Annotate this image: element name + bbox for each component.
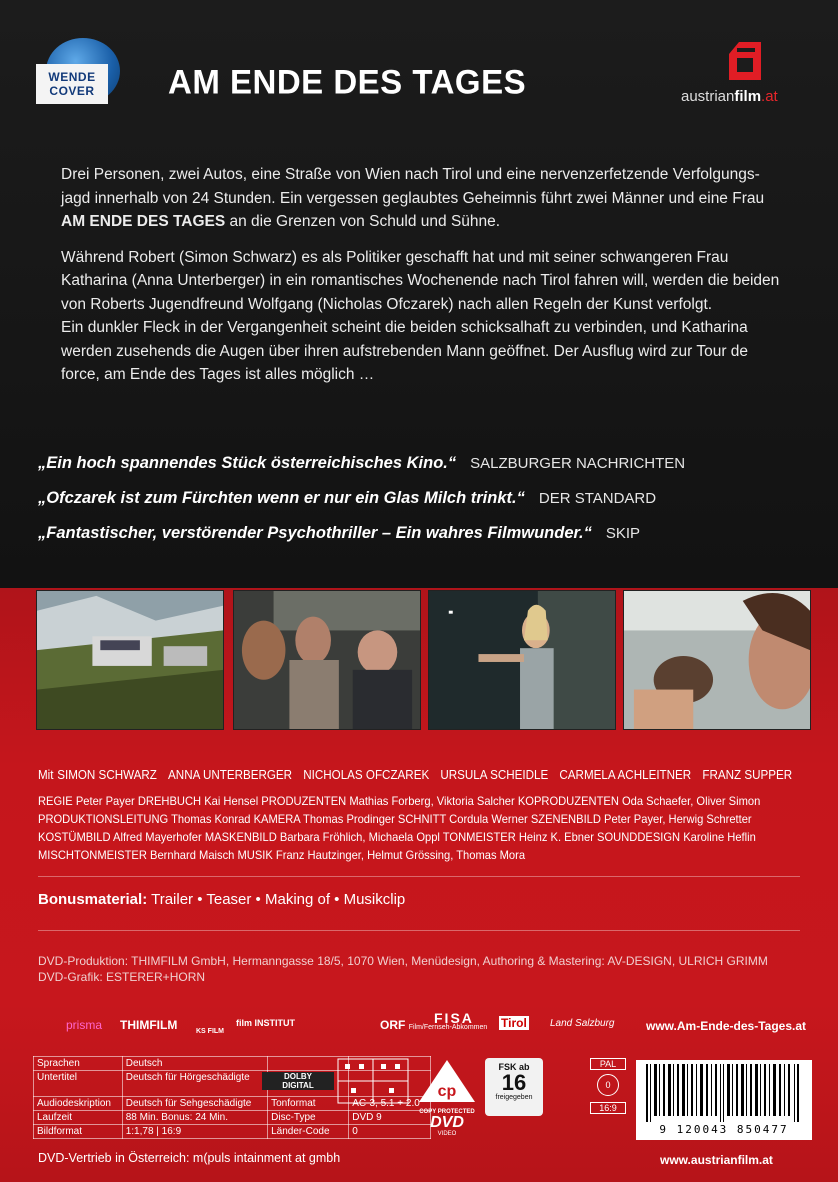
crew-line: REGIE Peter Payer DREHBUCH Kai Hensel PRODUZENTEN Mathias Forberg, Viktoria Salcher KOPRODUZENTEN Oda Schaefer, Oliver Simon <box>38 794 761 808</box>
copy-protected-logo: cp COPY PROTECTED DVD VIDEO <box>417 1058 477 1138</box>
barcode: 9 120043 850477 <box>636 1060 812 1140</box>
barcode-bars-icon <box>636 1064 812 1124</box>
cast-name: SIMON SCHWARZ <box>57 768 157 782</box>
fsk-rating-badge: FSK ab 16 freigegeben <box>485 1058 543 1116</box>
spec-row: Sprachen Deutsch <box>34 1057 431 1071</box>
crew-line: MISCHTONMEISTER Bernhard Maisch MUSIK Franz Hautzinger, Helmut Grössing, Thomas Mora <box>38 848 526 862</box>
synopsis-paragraph-3: Ein dunkler Fleck in der Vergangenheit scheint die beiden schicksalhaft zu verbinden, und Katharina werden zusehends die Augen über ihren aufstrebenden Mann geöffnet. Der Ausflug wird zur Tour de force, am Ende des Tages ist alles möglich … <box>61 319 749 383</box>
press-quotes <box>38 446 818 551</box>
still-woman-gun <box>428 590 616 730</box>
thimfilm-logo: THIMFILM <box>120 1018 178 1032</box>
spec-row: Untertitel Deutsch für Hörgeschädigte <box>34 1071 431 1097</box>
austrianfilm-logo <box>681 40 807 110</box>
wende-line1: WENDE <box>48 70 96 84</box>
divider <box>38 876 800 877</box>
tirol-logo: Tirol <box>501 1016 527 1030</box>
wende-cover-badge <box>36 38 120 108</box>
prisma-logo: prisma <box>66 1018 103 1032</box>
spec-row: Bildformat 1:1,78 | 16:9 Länder-Code 0 <box>34 1125 431 1139</box>
cast-name: URSULA SCHEIDLE <box>440 768 549 782</box>
production-info <box>38 953 818 985</box>
wende-cover-label <box>36 64 108 104</box>
synopsis-paragraph-1: Drei Personen, zwei Autos, eine Straße von Wien nach Tirol und eine nervenzerfetzende Verfolgungs-jagd innerhalb von 24 Stunden. Ein vergessen geglaubtes Geheimnis führt zwei Männer und eine Frau AM ENDE DES TAGES an die Grenzen von Schuld und Sühne. <box>61 166 765 230</box>
austrianfilm-mark-icon <box>725 40 765 82</box>
wende-line2: COVER <box>49 84 95 98</box>
press-quote: „Ein hoch spannendes Stück österreichisches Kino.“ SALZBURGER NACHRICHTEN <box>38 454 686 472</box>
svg-text:cp: cp <box>437 1083 457 1100</box>
cast-name: CARMELA ACHLEITNER <box>559 768 692 782</box>
austrianfilm-link[interactable]: www.austrianfilm.at <box>660 1153 773 1167</box>
crew-list <box>38 792 773 864</box>
ksfilm-logo: KS FILM <box>196 1028 224 1035</box>
region-globe-icon: 0 <box>597 1074 619 1096</box>
credits-block <box>38 766 793 864</box>
divider <box>38 930 800 931</box>
austrianfilm-wordmark: austrianfilm.at <box>681 88 778 105</box>
spec-row: Audiodeskription Deutsch für Sehgeschädigte Tonformat AC-3, 5.1 + 2.0 <box>34 1097 431 1111</box>
cast-name: FRANZ SUPPER <box>702 768 793 782</box>
salzburg-logo: Land Salzburg <box>550 1018 615 1029</box>
cast-name: NICHOLAS OFCZAREK <box>303 768 430 782</box>
spec-row: Laufzeit 88 Min. Bonus: 24 Min. Disc-Type DVD 9 <box>34 1111 431 1125</box>
pal-region-box: PAL 0 16:9 <box>590 1058 626 1138</box>
bonus-material: Bonusmaterial: Trailer • Teaser • Making of • Musikclip <box>38 891 406 908</box>
movie-title: AM ENDE DES TAGES <box>168 62 527 101</box>
still-car-interior <box>233 590 421 730</box>
synopsis <box>61 163 781 399</box>
press-quote: „Fantastischer, verstörender Psychothriller – Ein wahres Filmwunder.“ SKIP <box>38 524 641 542</box>
cp-triangle-icon <box>417 1058 477 1104</box>
press-quote: „Ofczarek ist zum Fürchten wenn er nur ein Glas Milch trinkt.“ DER STANDARD <box>38 489 657 507</box>
distribution-info: DVD-Vertrieb in Österreich: m(puls intainment at gmbh <box>38 1151 341 1165</box>
fisa-logo: FISA <box>434 1010 474 1026</box>
cast-prefix: Mit <box>38 768 54 782</box>
cast-list <box>38 766 793 784</box>
still-car-mountain <box>36 590 224 730</box>
orf-logo: ORF Film/Fernseh-Abkommen <box>380 1018 488 1032</box>
film-stills <box>36 590 816 730</box>
dolby-digital-logo: DOLBY DIGITAL <box>262 1072 334 1090</box>
audio-channel-icon <box>337 1058 409 1104</box>
crew-line: PRODUKTIONSLEITUNG Thomas Konrad KAMERA Thomas Prodinger SCHNITT Cordula Werner SZENENBILD Peter Payer, Herwig Schretter <box>38 812 752 826</box>
production-line: DVD-Grafik: ESTERER+HORN <box>38 970 206 984</box>
filminstitut-logo: film INSTITUT <box>236 1018 295 1028</box>
website-link[interactable]: www.Am-Ende-des-Tages.at <box>646 1019 807 1033</box>
crew-line: KOSTÜMBILD Alfred Mayerhofer MASKENBILD Barbara Fröhlich, Michaela Oppl TONMEISTER Heinz K. Ebner SOUNDDESIGN Karoline Heflin <box>38 830 756 844</box>
synopsis-paragraph-2: Während Robert (Simon Schwarz) es als Politiker geschafft hat und mit seiner schwangeren Frau Katharina (Anna Unterberger) in ein romantisches Wochenende nach Tirol fahren will, werden die beiden von Roberts Jugendfreund Wolfgang (Nicholas Ofczarek) nach allen Regeln der Kunst verfolgt. <box>61 248 780 313</box>
production-line: DVD-Produktion: THIMFILM GmbH, Hermanngasse 18/5, 1070 Wien, Menüdesign, Authoring & Mastering: AV-DESIGN, ULRICH GRIMM <box>38 954 768 968</box>
cast-name: ANNA UNTERBERGER <box>168 768 293 782</box>
still-marmot <box>623 590 811 730</box>
